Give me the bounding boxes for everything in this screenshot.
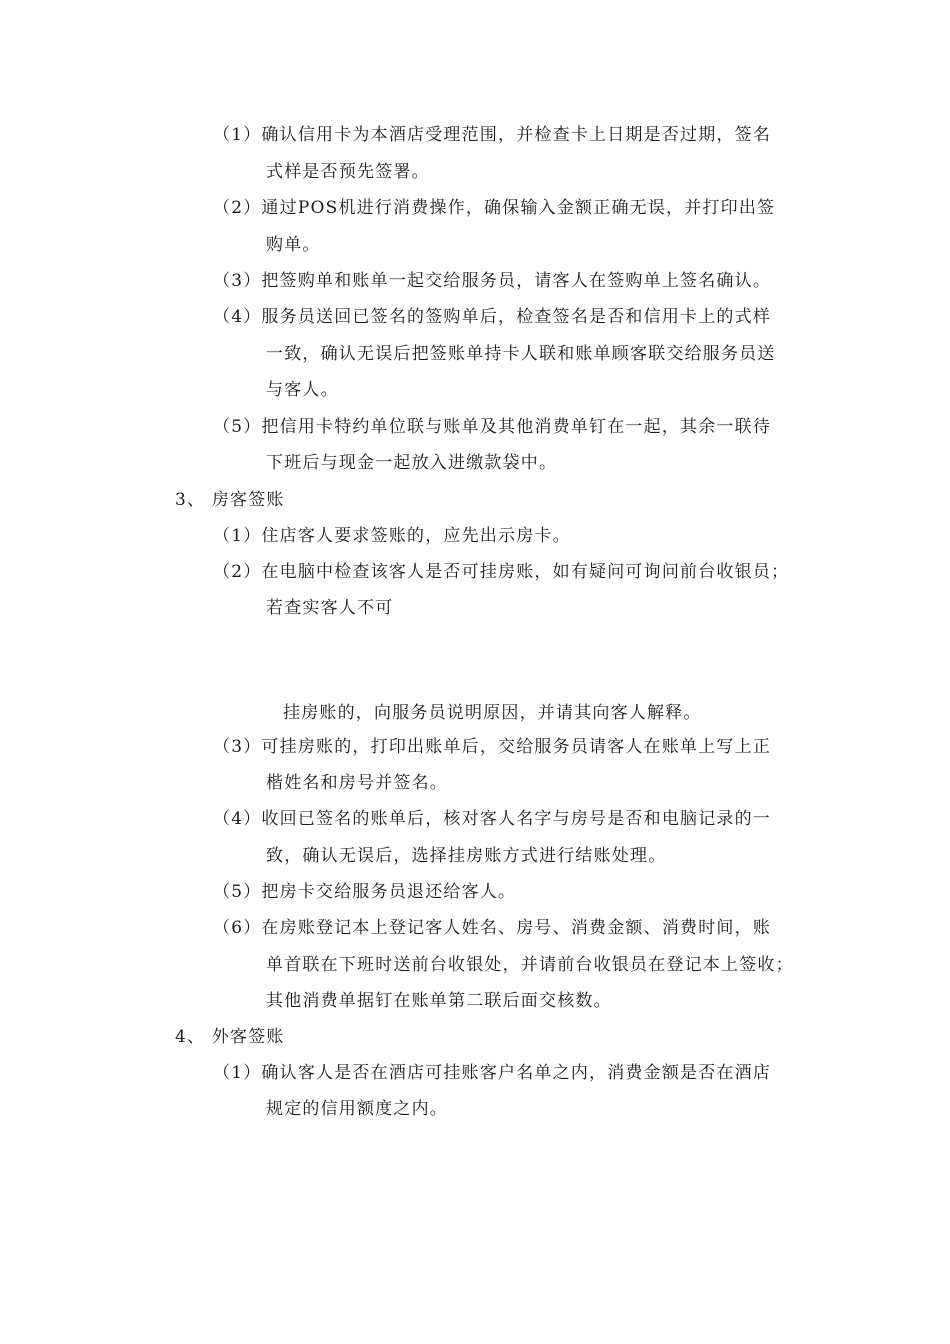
item-text: 在房账登记本上登记客人姓名、房号、消费金额、消费时间，账 bbox=[261, 918, 772, 938]
item-5-line-2 bbox=[266, 452, 557, 474]
s3-item-5-line-1 bbox=[213, 881, 516, 903]
s3-item-6-line-2 bbox=[266, 954, 794, 976]
item-number: （3） bbox=[213, 737, 262, 757]
s3-item-3-line-1 bbox=[213, 736, 771, 758]
item-text: 通过POS机进行消费操作，确保输入金额正确无误，并打印出签 bbox=[261, 198, 776, 218]
section-3-heading bbox=[175, 489, 285, 511]
item-number: （1） bbox=[213, 125, 262, 145]
item-4-line-3 bbox=[266, 379, 339, 401]
item-text: 把信用卡特约单位联与账单及其他消费单钉在一起，其余一联待 bbox=[261, 417, 772, 437]
item-4-line-2 bbox=[266, 343, 776, 365]
item-number: （6） bbox=[213, 918, 262, 938]
item-text: 致，确认无误后，选择挂房账方式进行结账处理。 bbox=[266, 846, 667, 866]
s3-item-4-line-2 bbox=[266, 845, 666, 867]
s3-item-4-line-1 bbox=[213, 808, 771, 830]
s3-item-2-line-1 bbox=[213, 561, 789, 583]
s4-item-1-line-2 bbox=[266, 1098, 448, 1120]
section-4-heading bbox=[175, 1026, 285, 1048]
item-number: （2） bbox=[213, 562, 262, 582]
item-number: （4） bbox=[213, 307, 262, 327]
item-text: 购单。 bbox=[266, 235, 321, 255]
item-text: 收回已签名的账单后，核对客人名字与房号是否和电脑记录的一 bbox=[261, 809, 772, 829]
item-text: 确认客人是否在酒店可挂账客户名单之内，消费金额是否在酒店 bbox=[261, 1063, 772, 1083]
item-number: （2） bbox=[213, 198, 262, 218]
item-text: 确认信用卡为本酒店受理范围，并检查卡上日期是否过期，签名 bbox=[261, 125, 772, 145]
item-text: 住店客人要求签账的，应先出示房卡。 bbox=[261, 526, 571, 546]
s3-item-6-line-1 bbox=[213, 917, 771, 939]
item-text: 单首联在下班时送前台收银处，并请前台收银员在登记本上签收； bbox=[266, 955, 794, 975]
item-number: （4） bbox=[213, 809, 262, 829]
item-text: 在电脑中检查该客人是否可挂房账，如有疑问可询问前台收银员； bbox=[261, 562, 790, 582]
item-2-line-2 bbox=[266, 234, 321, 256]
item-number: （1） bbox=[213, 526, 262, 546]
item-text: 一致，确认无误后把签账单持卡人联和账单顾客联交给服务员送 bbox=[266, 344, 776, 364]
item-text: 把签购单和账单一起交给服务员，请客人在签购单上签名确认。 bbox=[261, 271, 772, 291]
item-text: 把房卡交给服务员退还给客人。 bbox=[261, 882, 517, 902]
item-text: 楷姓名和房号并签名。 bbox=[266, 773, 448, 793]
item-5-line-1 bbox=[213, 416, 771, 438]
s3-item-1-line-1 bbox=[213, 525, 571, 547]
item-text: 下班后与现金一起放入进缴款袋中。 bbox=[266, 453, 558, 473]
item-text: 式样是否预先签署。 bbox=[266, 162, 430, 182]
s3-item-6-line-3 bbox=[266, 990, 612, 1012]
item-text: 若查实客人不可 bbox=[266, 598, 394, 618]
item-text: 其他消费单据钉在账单第二联后面交核数。 bbox=[266, 991, 612, 1011]
section-heading-text: 4、 外客签账 bbox=[175, 1027, 285, 1047]
item-text: 服务员送回已签名的签购单后，检查签名是否和信用卡上的式样 bbox=[261, 307, 772, 327]
item-number: （3） bbox=[213, 271, 262, 291]
item-text: 规定的信用额度之内。 bbox=[266, 1099, 448, 1119]
item-number: （1） bbox=[213, 1063, 262, 1083]
item-number: （5） bbox=[213, 417, 262, 437]
item-3-line-1 bbox=[213, 270, 771, 292]
item-text: 挂房账的，向服务员说明原因，并请其向客人解释。 bbox=[283, 703, 702, 723]
item-2-line-1 bbox=[213, 197, 775, 219]
item-1-line-2 bbox=[266, 161, 430, 183]
item-1-line-1 bbox=[213, 124, 771, 146]
item-4-line-1 bbox=[213, 306, 771, 328]
section-heading-text: 3、 房客签账 bbox=[175, 490, 285, 510]
item-text: 与客人。 bbox=[266, 380, 339, 400]
s3-item-3-line-2 bbox=[266, 772, 448, 794]
s4-item-1-line-1 bbox=[213, 1062, 771, 1084]
s3-item-2-line-3 bbox=[283, 702, 702, 724]
item-text: 可挂房账的，打印出账单后，交给服务员请客人在账单上写上正 bbox=[261, 737, 772, 757]
item-number: （5） bbox=[213, 882, 262, 902]
s3-item-2-line-2 bbox=[266, 597, 393, 619]
